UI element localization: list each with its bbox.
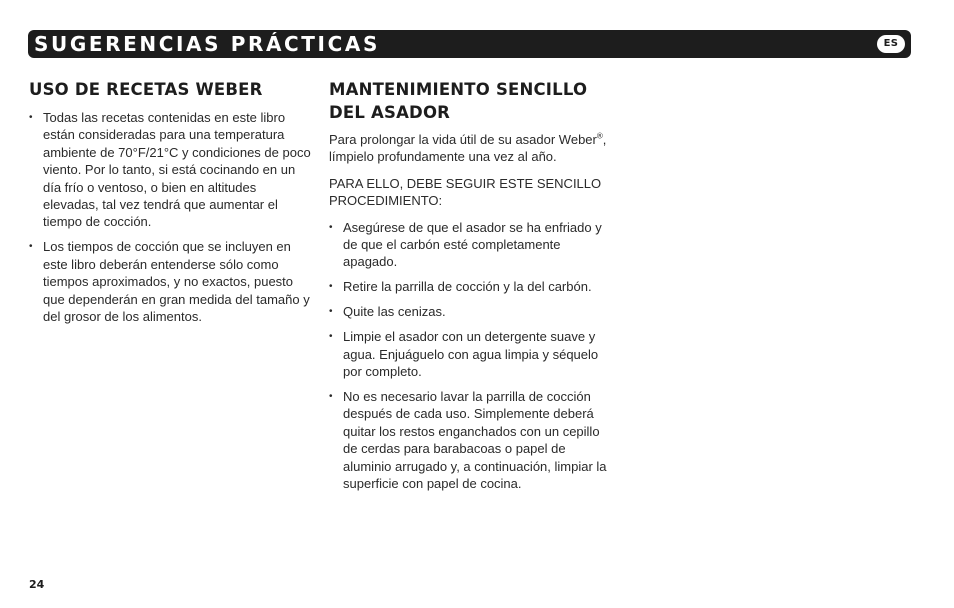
list-item-text: No es necesario lavar la parrilla de cocción después de cada uso. Simplemente deberá quitar los restos enganchados con un cepillo de cerdas para barabacoas o papel de aluminio arrugado y, a continuación, limpiar la superficie con papel de cocina. [343, 388, 607, 491]
maintenance-heading [329, 78, 611, 124]
list-item [329, 278, 611, 295]
bullet-icon: • [329, 331, 333, 343]
section-header-bar [28, 30, 911, 58]
left-column [29, 78, 311, 333]
language-badge: ES [877, 35, 905, 53]
maintenance-intro [329, 131, 611, 166]
right-column [329, 78, 611, 500]
maintenance-bullet-list [329, 219, 611, 493]
bullet-icon: • [329, 221, 333, 233]
maintenance-heading-line2: DEL ASADOR [329, 103, 451, 122]
list-item-text: Quite las cenizas. [343, 304, 446, 320]
bullet-icon: • [329, 281, 333, 293]
procedure-label: PARA ELLO, DEBE SEGUIR ESTE SENCILLO PROCEDIMIENTO: [329, 175, 602, 209]
bullet-icon: • [29, 241, 33, 253]
bullet-icon: • [329, 306, 333, 318]
page-title: SUGERENCIAS PRÁCTICAS [34, 32, 380, 56]
list-item [329, 303, 611, 320]
page-number: 24 [29, 578, 45, 591]
list-item [329, 219, 611, 271]
recipes-bullet-list [29, 109, 311, 325]
intro-text-end: , límpielo profundamente una vez al año. [329, 132, 607, 165]
intro-text: Para prolongar la vida útil de su asador Weber [329, 132, 597, 147]
registered-mark: ® [596, 131, 603, 141]
list-item-text: Retire la parrilla de cocción y la del carbón. [343, 279, 592, 295]
list-item-text: Los tiempos de cocción que se incluyen en este libro deberán entenderse sólo como tiempos aproximados, y no exactos, puesto que dependerán en gran medida del tamaño y del grosor de los alimentos. [43, 239, 310, 324]
list-item-text: Limpie el asador con un detergente suave y agua. Enjuáguelo con agua limpia y séquelo por completo. [343, 329, 599, 379]
list-item [329, 328, 611, 380]
list-item [29, 109, 311, 231]
bullet-icon: • [29, 112, 33, 123]
recipes-heading: USO DE RECETAS WEBER [29, 80, 263, 99]
maintenance-heading-line1: MANTENIMIENTO SENCILLO [329, 80, 588, 99]
bullet-icon: • [329, 390, 333, 402]
list-item [29, 238, 311, 325]
list-item-text: Todas las recetas contenidas en este libro están consideradas para una temperatura ambiente de 70°F/21°C y condiciones de poco viento. Por lo tanto, si está cocinando en un día frío o ventoso, o bien en altitudes elevadas, tal vez tendrá que aumentar el tiempo de cocción. [43, 110, 311, 230]
list-item-text: Asegúrese de que el asador se ha enfriado y de que el carbón esté completamente apagado. [343, 219, 602, 270]
list-item [329, 388, 611, 492]
